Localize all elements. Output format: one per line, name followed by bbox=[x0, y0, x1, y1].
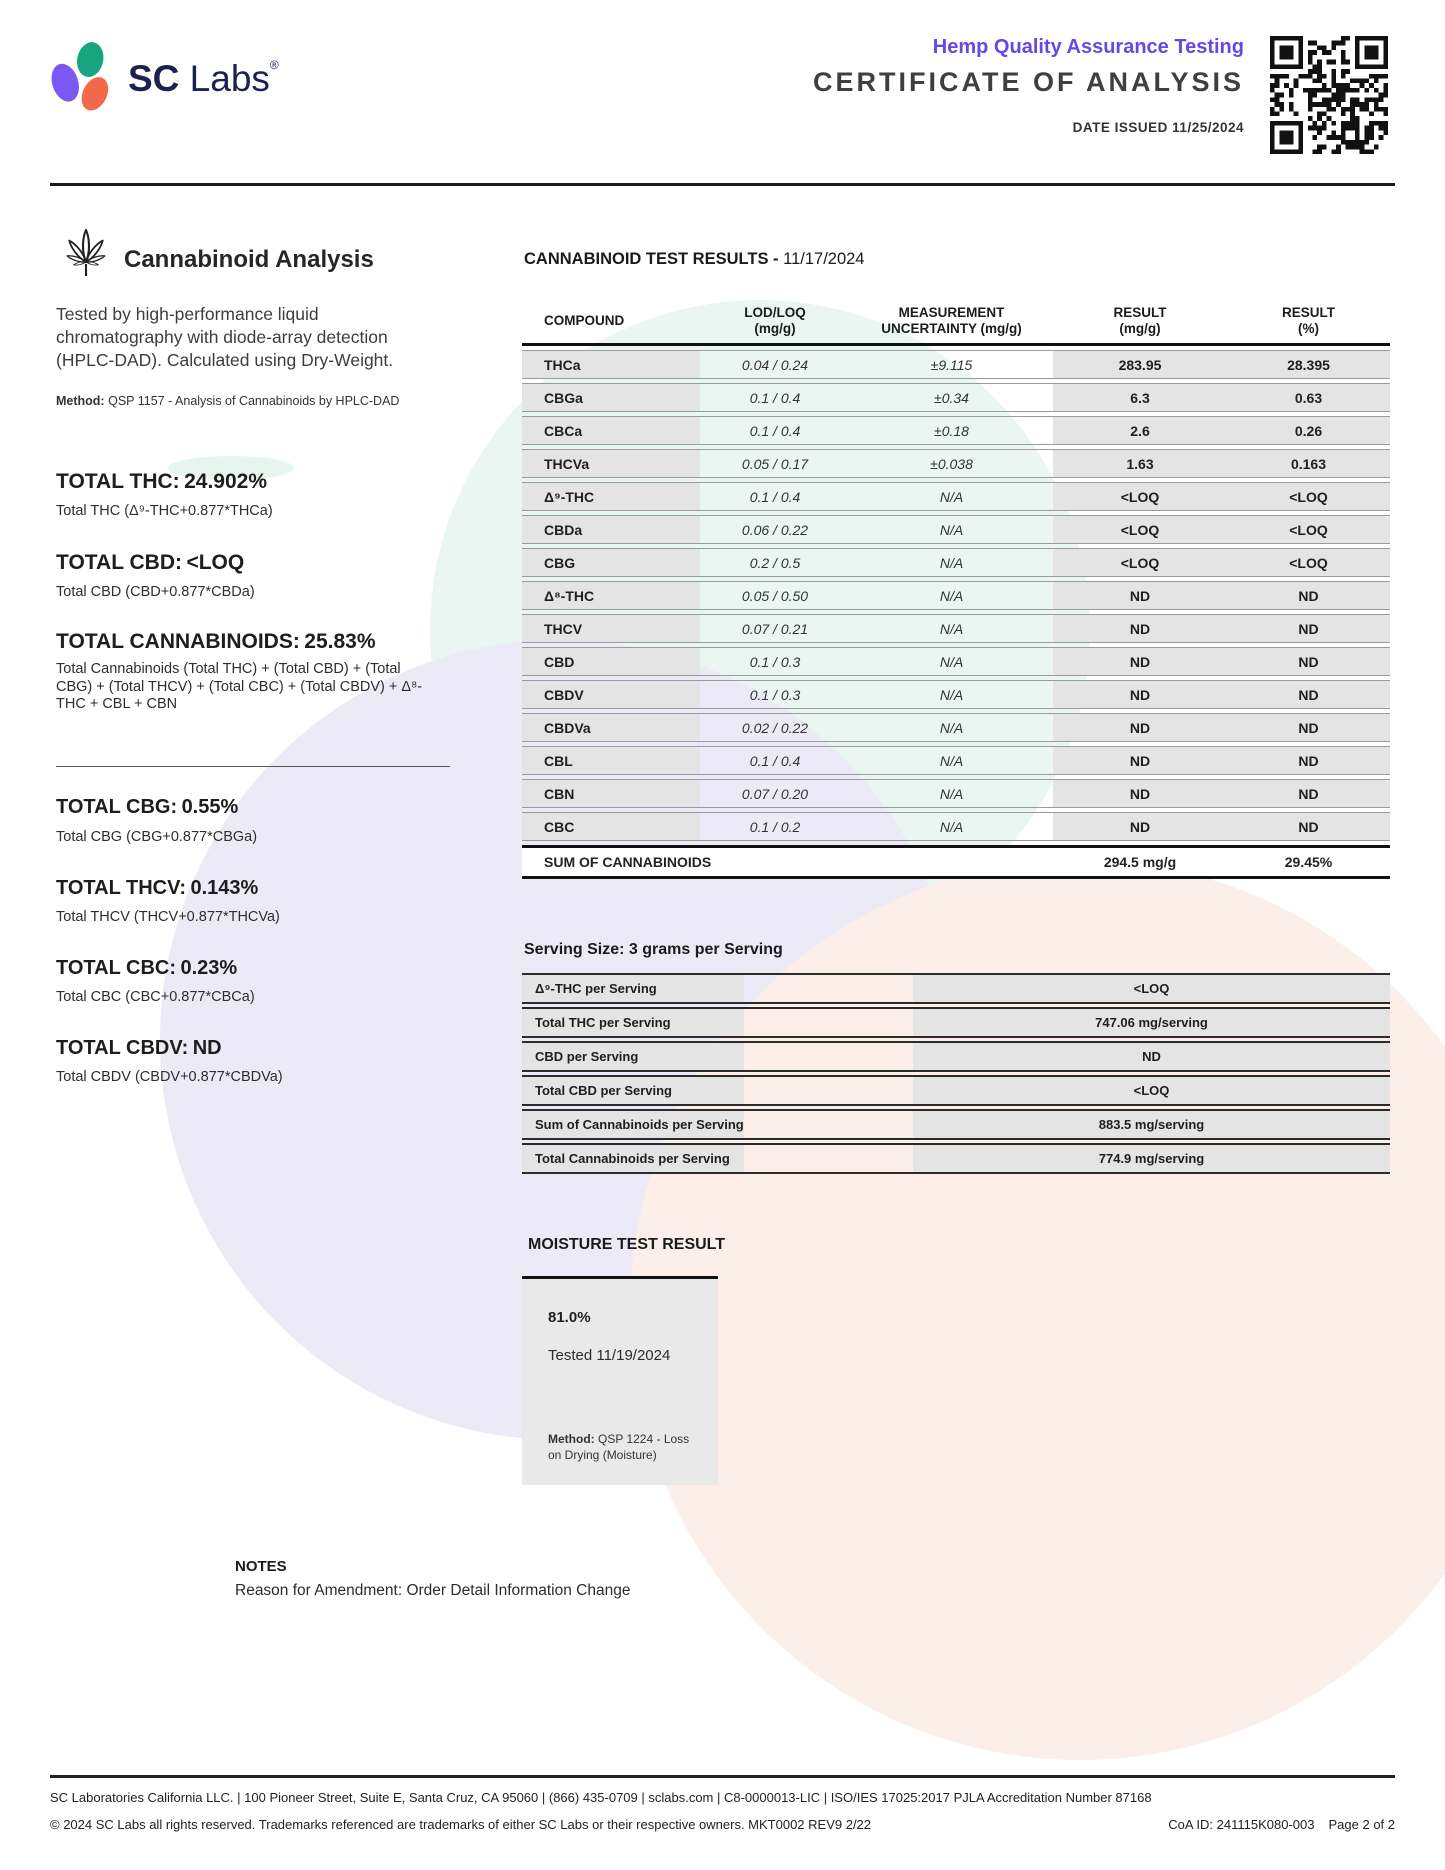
footer-copyright: © 2024 SC Labs all rights reserved. Trademarks referenced are trademarks of either SC Labs or their respective owners. MKT0002 REV9 2/22 bbox=[50, 1817, 872, 1832]
total-cbdv-value: ND bbox=[192, 1037, 222, 1059]
lod-loq-value: 0.06 / 0.22 bbox=[741, 521, 809, 538]
col-header-lod-loq: LOD/LOQ (mg/g) bbox=[744, 304, 806, 336]
compound-name: CBDV bbox=[522, 681, 700, 708]
serving-spacer bbox=[744, 975, 913, 1002]
total-cannabinoids-value: 25.83% bbox=[304, 630, 376, 653]
result-mg-value: 6.3 bbox=[1053, 384, 1227, 411]
serving-row bbox=[522, 1007, 1390, 1038]
table-row bbox=[522, 416, 1390, 445]
serving-label: Δ⁹-THC per Serving bbox=[522, 975, 744, 1002]
serving-label: Total CBD per Serving bbox=[522, 1077, 744, 1104]
total-cbc-value: 0.23% bbox=[180, 957, 238, 979]
result-mg-value: <LOQ bbox=[1053, 516, 1227, 543]
lod-loq-value: 0.2 / 0.5 bbox=[749, 554, 801, 571]
serving-size-heading: Serving Size: 3 grams per Serving bbox=[524, 941, 783, 958]
serving-label: Total Cannabinoids per Serving bbox=[522, 1145, 744, 1172]
serving-spacer bbox=[744, 1111, 913, 1138]
compound-name: CBD bbox=[522, 648, 700, 675]
uncertainty-value: N/A bbox=[939, 818, 964, 835]
result-mg-value: 2.6 bbox=[1053, 417, 1227, 444]
result-pct-value: 0.163 bbox=[1227, 450, 1390, 477]
total-cannabinoids-label: TOTAL CANNABINOIDS: bbox=[56, 630, 300, 653]
total-cbdv-label: TOTAL CBDV: bbox=[56, 1037, 189, 1059]
section-title-cannabinoid-analysis: Cannabinoid Analysis bbox=[124, 246, 374, 273]
uncertainty-value: ±0.038 bbox=[930, 455, 973, 472]
total-thc-formula: Total THC (Δ⁹-THC+0.877*THCa) bbox=[56, 503, 273, 519]
moisture-method-value: QSP 1224 - Loss on Drying (Moisture) bbox=[548, 1432, 690, 1462]
col-header-compound: COMPOUND bbox=[544, 312, 625, 328]
result-pct-value: ND bbox=[1227, 615, 1390, 642]
moisture-result-box bbox=[522, 1276, 718, 1485]
compound-name: CBN bbox=[522, 780, 700, 807]
serving-row bbox=[522, 1075, 1390, 1106]
total-cbc bbox=[56, 957, 456, 980]
result-pct-value: ND bbox=[1227, 648, 1390, 675]
total-thcv-label: TOTAL THCV: bbox=[56, 877, 186, 899]
table-row bbox=[522, 779, 1390, 808]
result-mg-value: ND bbox=[1053, 615, 1227, 642]
total-cbg-formula: Total CBG (CBG+0.877*CBGa) bbox=[56, 829, 258, 845]
method-value: QSP 1157 - Analysis of Cannabinoids by HPLC-DAD bbox=[108, 394, 400, 408]
total-cannabinoids-formula: Total Cannabinoids (Total THC) + (Total CBD) + (Total CBG) + (Total THCV) + (Total CBC) + (Total CBDV) + Δ⁸-THC + CBL + CBN bbox=[56, 661, 423, 713]
result-mg-value: 1.63 bbox=[1053, 450, 1227, 477]
compound-name: CBDVa bbox=[522, 714, 700, 741]
result-pct-value: <LOQ bbox=[1227, 516, 1390, 543]
col-header-result-pct: RESULT (%) bbox=[1282, 304, 1335, 336]
result-mg-value: <LOQ bbox=[1053, 549, 1227, 576]
analysis-description: Tested by high-performance liquid chromatography with diode-array detection (HPLC-DAD). Calculated using Dry-Weight. bbox=[56, 304, 394, 371]
result-pct-value: ND bbox=[1227, 681, 1390, 708]
uncertainty-value: N/A bbox=[939, 554, 964, 571]
total-cbd bbox=[56, 551, 456, 575]
result-mg-value: ND bbox=[1053, 813, 1227, 840]
lod-loq-value: 0.02 / 0.22 bbox=[741, 719, 809, 736]
serving-row bbox=[522, 1041, 1390, 1072]
total-cbc-label: TOTAL CBC: bbox=[56, 957, 176, 979]
serving-label: CBD per Serving bbox=[522, 1043, 744, 1070]
analysis-method bbox=[56, 394, 442, 408]
table-row bbox=[522, 581, 1390, 610]
lod-loq-value: 0.04 / 0.24 bbox=[741, 356, 809, 373]
compound-name: THCa bbox=[522, 351, 700, 378]
compound-name: CBC bbox=[522, 813, 700, 840]
uncertainty-value: N/A bbox=[939, 620, 964, 637]
sc-labs-logo-icon bbox=[48, 42, 114, 116]
result-mg-value: ND bbox=[1053, 747, 1227, 774]
result-mg-value: ND bbox=[1053, 648, 1227, 675]
result-mg-value: <LOQ bbox=[1053, 483, 1227, 510]
table-row bbox=[522, 482, 1390, 511]
serving-row bbox=[522, 973, 1390, 1004]
compound-name: CBL bbox=[522, 747, 700, 774]
total-thc bbox=[56, 470, 456, 494]
lod-loq-value: 0.1 / 0.4 bbox=[749, 389, 801, 406]
serving-value: <LOQ bbox=[913, 1077, 1390, 1104]
results-heading-label: CANNABINOID TEST RESULTS - bbox=[524, 250, 784, 268]
serving-row bbox=[522, 1143, 1390, 1174]
total-cbc-formula: Total CBC (CBC+0.877*CBCa) bbox=[56, 989, 255, 1005]
result-pct-value: ND bbox=[1227, 813, 1390, 840]
left-column-divider bbox=[56, 766, 450, 767]
date-issued: DATE ISSUED 11/25/2024 bbox=[1072, 120, 1244, 135]
serving-value: ND bbox=[913, 1043, 1390, 1070]
total-cbdv-formula: Total CBDV (CBDV+0.877*CBDVa) bbox=[56, 1069, 283, 1085]
sc-labs-logo bbox=[48, 42, 279, 116]
serving-table bbox=[522, 973, 1390, 1177]
total-cbg bbox=[56, 796, 456, 819]
footer-page-number: Page 2 of 2 bbox=[1328, 1817, 1395, 1832]
header-divider bbox=[50, 183, 1395, 186]
total-cbd-formula: Total CBD (CBD+0.877*CBDa) bbox=[56, 584, 255, 600]
serving-spacer bbox=[744, 1043, 913, 1070]
method-label: Method: bbox=[56, 394, 105, 408]
serving-value: <LOQ bbox=[913, 975, 1390, 1002]
header-titles bbox=[700, 36, 1244, 135]
uncertainty-value: N/A bbox=[939, 653, 964, 670]
compound-name: Δ⁹-THC bbox=[522, 483, 700, 510]
total-thcv-value: 0.143% bbox=[190, 877, 259, 899]
serving-spacer bbox=[744, 1077, 913, 1104]
uncertainty-value: N/A bbox=[939, 719, 964, 736]
results-heading bbox=[524, 250, 864, 269]
qr-code bbox=[1268, 36, 1390, 154]
uncertainty-value: N/A bbox=[939, 686, 964, 703]
results-heading-date: 11/17/2024 bbox=[783, 250, 865, 268]
lod-loq-value: 0.1 / 0.3 bbox=[749, 653, 801, 670]
result-pct-value: ND bbox=[1227, 747, 1390, 774]
notes-body: Reason for Amendment: Order Detail Information Change bbox=[235, 1582, 631, 1599]
lod-loq-value: 0.1 / 0.2 bbox=[749, 818, 801, 835]
uncertainty-value: N/A bbox=[939, 488, 964, 505]
result-mg-value: ND bbox=[1053, 714, 1227, 741]
footer-divider bbox=[50, 1775, 1395, 1778]
table-row bbox=[522, 449, 1390, 478]
cannabis-leaf-icon bbox=[56, 222, 116, 284]
total-thc-value: 24.902% bbox=[184, 470, 268, 493]
compound-name: CBG bbox=[522, 549, 700, 576]
result-pct-value: ND bbox=[1227, 780, 1390, 807]
table-row bbox=[522, 713, 1390, 742]
program-title: Hemp Quality Assurance Testing bbox=[932, 36, 1244, 58]
cannabinoid-table-header bbox=[522, 298, 1390, 346]
compound-name: Δ⁸-THC bbox=[522, 582, 700, 609]
uncertainty-value: ±0.18 bbox=[934, 422, 969, 439]
moisture-heading: MOISTURE TEST RESULT bbox=[528, 1236, 726, 1253]
table-row bbox=[522, 350, 1390, 379]
moisture-method bbox=[548, 1432, 700, 1463]
table-row bbox=[522, 647, 1390, 676]
result-pct-value: ND bbox=[1227, 714, 1390, 741]
table-row bbox=[522, 383, 1390, 412]
compound-name: CBDa bbox=[522, 516, 700, 543]
serving-value: 747.06 mg/serving bbox=[913, 1009, 1390, 1036]
total-cbg-label: TOTAL CBG: bbox=[56, 796, 178, 818]
compound-name: CBGa bbox=[522, 384, 700, 411]
table-row bbox=[522, 746, 1390, 775]
total-cbg-value: 0.55% bbox=[181, 796, 239, 818]
total-thcv-formula: Total THCV (THCV+0.877*THCVa) bbox=[56, 909, 280, 925]
uncertainty-value: N/A bbox=[939, 785, 964, 802]
total-thcv bbox=[56, 877, 456, 900]
notes-heading: NOTES bbox=[235, 1558, 287, 1575]
total-cannabinoids bbox=[56, 630, 456, 654]
serving-spacer bbox=[744, 1145, 913, 1172]
total-thc-label: TOTAL THC: bbox=[56, 470, 180, 493]
total-cbd-label: TOTAL CBD: bbox=[56, 551, 182, 574]
result-pct-value: 28.395 bbox=[1227, 351, 1390, 378]
col-header-result-mg: RESULT (mg/g) bbox=[1113, 304, 1167, 336]
footer-lab-info: SC Laboratories California LLC. | 100 Pioneer Street, Suite E, Santa Cruz, CA 95060 | (866) 435-0709 | sclabs.com | C8-0000013-LIC | ISO/IES 17025:2017 PJLA Accreditation Number 87168 bbox=[50, 1790, 1152, 1805]
cannabinoid-table-rows bbox=[522, 350, 1390, 841]
sum-label: SUM OF CANNABINOIDS bbox=[544, 854, 712, 870]
table-row bbox=[522, 614, 1390, 643]
cannabinoid-table bbox=[522, 298, 1390, 879]
lod-loq-value: 0.07 / 0.21 bbox=[741, 620, 809, 637]
uncertainty-value: N/A bbox=[939, 587, 964, 604]
result-pct-value: 0.63 bbox=[1227, 384, 1390, 411]
moisture-value: 81.0% bbox=[548, 1309, 591, 1326]
result-mg-value: 283.95 bbox=[1053, 351, 1227, 378]
result-mg-value: ND bbox=[1053, 780, 1227, 807]
sc-labs-logo-text: SC Labs® bbox=[128, 58, 279, 99]
document-title: CERTIFICATE OF ANALYSIS bbox=[812, 67, 1244, 97]
compound-name: THCV bbox=[522, 615, 700, 642]
serving-label: Sum of Cannabinoids per Serving bbox=[522, 1111, 744, 1138]
moisture-method-label: Method: bbox=[548, 1432, 595, 1446]
compound-name: THCVa bbox=[522, 450, 700, 477]
uncertainty-value: N/A bbox=[939, 521, 964, 538]
uncertainty-value: ±9.115 bbox=[930, 356, 973, 373]
lod-loq-value: 0.1 / 0.4 bbox=[749, 488, 801, 505]
lod-loq-value: 0.05 / 0.17 bbox=[741, 455, 809, 472]
table-row bbox=[522, 548, 1390, 577]
serving-value: 774.9 mg/serving bbox=[913, 1145, 1390, 1172]
result-pct-value: 0.26 bbox=[1227, 417, 1390, 444]
col-header-uncertainty: MEASUREMENT UNCERTAINTY (mg/g) bbox=[881, 304, 1022, 336]
serving-row bbox=[522, 1109, 1390, 1140]
lod-loq-value: 0.05 / 0.50 bbox=[741, 587, 809, 604]
uncertainty-value: ±0.34 bbox=[934, 389, 969, 406]
result-mg-value: ND bbox=[1053, 582, 1227, 609]
lod-loq-value: 0.1 / 0.4 bbox=[749, 422, 801, 439]
lod-loq-value: 0.1 / 0.3 bbox=[749, 686, 801, 703]
result-pct-value: ND bbox=[1227, 582, 1390, 609]
result-pct-value: <LOQ bbox=[1227, 483, 1390, 510]
total-cbd-value: <LOQ bbox=[186, 551, 245, 574]
serving-label: Total THC per Serving bbox=[522, 1009, 744, 1036]
result-pct-value: <LOQ bbox=[1227, 549, 1390, 576]
uncertainty-value: N/A bbox=[939, 752, 964, 769]
table-row bbox=[522, 515, 1390, 544]
table-row bbox=[522, 812, 1390, 841]
result-mg-value: ND bbox=[1053, 681, 1227, 708]
moisture-tested-date: Tested 11/19/2024 bbox=[548, 1347, 671, 1364]
serving-value: 883.5 mg/serving bbox=[913, 1111, 1390, 1138]
footer-copyright-row bbox=[50, 1817, 1395, 1832]
table-row bbox=[522, 680, 1390, 709]
footer-coa-id: CoA ID: 241115K080-003 bbox=[1168, 1817, 1315, 1832]
sum-result-pct: 29.45% bbox=[1284, 854, 1333, 870]
sum-result-mg: 294.5 mg/g bbox=[1103, 854, 1177, 870]
compound-name: CBCa bbox=[522, 417, 700, 444]
lod-loq-value: 0.07 / 0.20 bbox=[741, 785, 809, 802]
total-cbdv bbox=[56, 1037, 456, 1060]
serving-spacer bbox=[744, 1009, 913, 1036]
lod-loq-value: 0.1 / 0.4 bbox=[749, 752, 801, 769]
sum-of-cannabinoids-row bbox=[522, 845, 1390, 879]
